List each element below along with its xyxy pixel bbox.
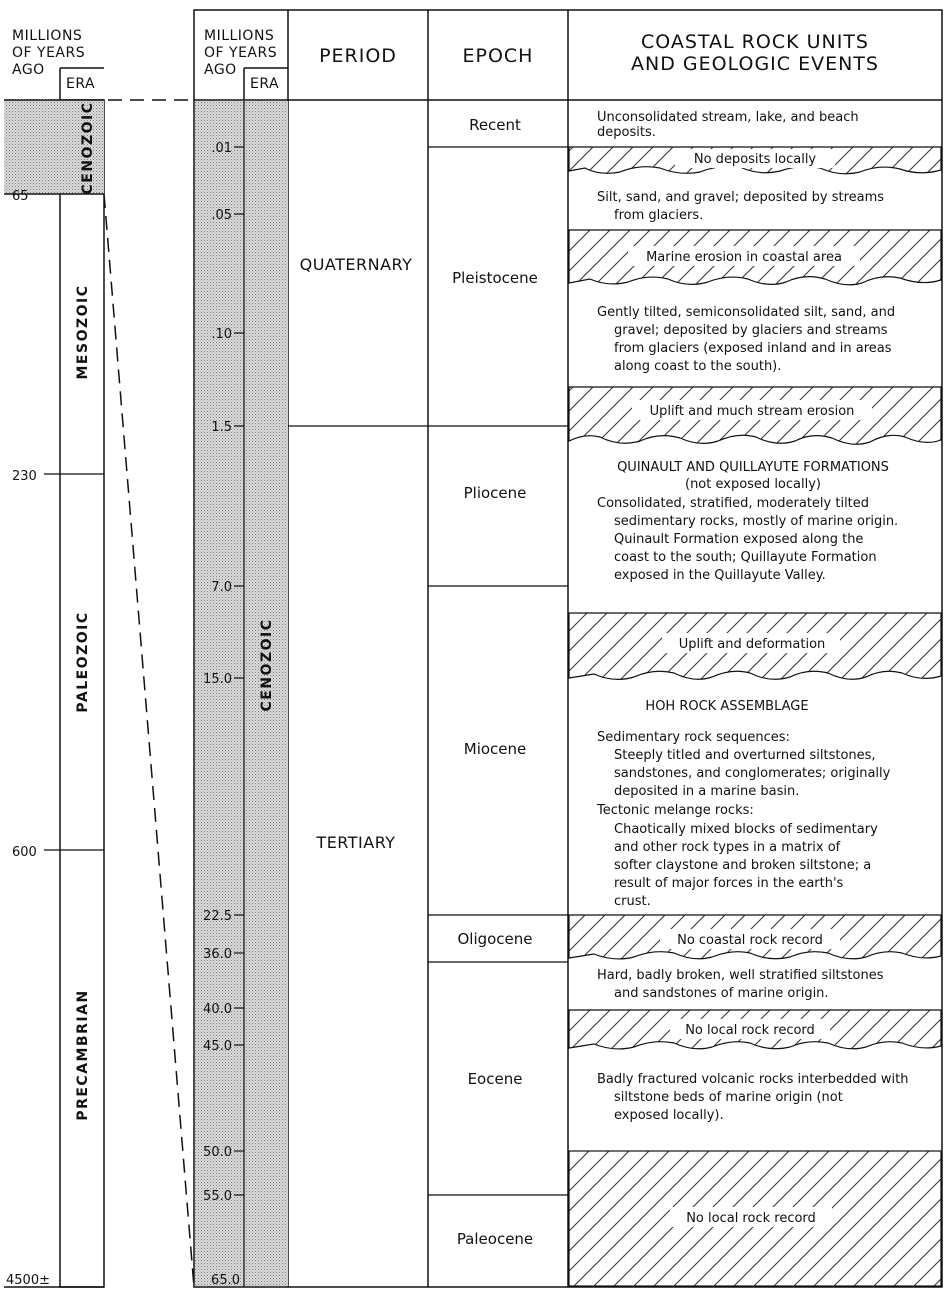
left-tick-4500: 4500± [6,1273,50,1288]
connector-bottom [104,194,194,1287]
unit-tilted-line2: gravel; deposited by glaciers and streams [614,323,888,338]
unit-volcanic-line3: exposed locally). [614,1108,724,1123]
epoch-pliocene: Pliocene [463,484,527,502]
epoch-header: EPOCH [462,45,534,67]
unit-tect-line4: result of major forces in the earth's [614,876,844,891]
tick-15.0: 15.0 [203,672,232,687]
epoch-paleocene: Paleocene [456,1230,534,1248]
tick-50.0: 50.0 [203,1145,232,1160]
period-tertiary: TERTIARY [316,833,396,852]
unit-sed-line3: deposited in a marine basin. [614,784,800,799]
unit-no-local-1: No local rock record [685,1023,815,1038]
unit-quinault-sub: (not exposed locally) [685,477,821,492]
right-header-line2: OF YEARS [204,45,278,61]
left-header-line2: OF YEARS [12,45,86,61]
unit-tect-line1: Chaotically mixed blocks of sedimentary [614,822,878,837]
left-header-line3: AGO [12,62,45,78]
left-header-line1: MILLIONS [12,28,83,44]
right-era-header: ERA [250,76,280,92]
epoch-pleistocene: Pleistocene [452,269,538,287]
left-era-paleozoic: PALEOZOIC [75,611,91,713]
unit-marine-erosion: Marine erosion in coastal area [646,250,842,265]
units-header-line2: AND GEOLOGIC EVENTS [631,53,879,75]
unit-silt-line2: from glaciers. [614,208,704,223]
unit-recent-line2: deposits. [597,125,656,140]
left-tick-600: 600 [12,845,37,860]
epoch-oligocene: Oligocene [457,930,533,948]
tick-36.0: 36.0 [203,947,232,962]
unit-sed-line2: sandstones, and conglomerates; originally [614,766,891,781]
tick-65.0: 65.0 [211,1273,240,1288]
unit-no-local-2: No local rock record [686,1211,816,1226]
unit-uplift-erosion: Uplift and much stream erosion [649,404,855,419]
left-era-mesozoic: MESOZOIC [75,284,91,380]
epoch-recent: Recent [469,116,521,134]
tick-40.0: 40.0 [203,1002,232,1017]
unit-quinault-line2: sedimentary rocks, mostly of marine origin. [614,514,899,529]
tick-1.5: 1.5 [211,420,232,435]
unit-tilted-line4: along coast to the south). [614,359,782,374]
unit-quinault-line5: exposed in the Quillayute Valley. [614,568,826,583]
unit-tect-title: Tectonic melange rocks: [597,803,754,818]
unit-tect-line5: crust. [614,894,651,909]
unit-quinault-line3: Quinault Formation exposed along the [614,532,864,547]
unit-tect-line2: and other rock types in a matrix of [614,840,841,855]
epoch-eocene: Eocene [467,1070,523,1088]
unit-sed-title: Sedimentary rock sequences: [597,730,790,745]
left-panel [4,28,104,1288]
right-panel [194,10,942,1288]
unit-sed-line1: Steeply titled and overturned siltstones, [614,748,876,763]
unit-quinault-line4: coast to the south; Quillayute Formation [614,550,877,565]
tick-55.0: 55.0 [203,1189,232,1204]
unit-hoh-title: HOH ROCK ASSEMBLAGE [645,699,809,714]
right-header-line3: AGO [204,62,237,78]
right-header-line1: MILLIONS [204,28,275,44]
unit-tect-line3: softer claystone and broken siltstone; a [614,858,872,873]
tick-45.0: 45.0 [203,1039,232,1054]
unit-hard-line1: Hard, badly broken, well stratified siltstones [597,968,884,983]
right-era-cenozoic: CENOZOIC [259,618,275,712]
tick-0.05: .05 [211,208,232,223]
unit-tilted-line1: Gently tilted, semiconsolidated silt, sand, and [597,305,896,320]
unit-silt-line1: Silt, sand, and gravel; deposited by streams [597,190,885,205]
left-tick-65: 65 [12,189,29,204]
unit-volcanic-line2: siltstone beds of marine origin (not [614,1090,843,1105]
unit-hard-line2: and sandstones of marine origin. [614,986,829,1001]
period-quaternary: QUATERNARY [299,255,413,274]
units-header-line1: COASTAL ROCK UNITS [640,31,870,53]
tick-22.5: 22.5 [203,909,232,924]
unit-tilted-line3: from glaciers (exposed inland and in areas [614,341,892,356]
unit-volcanic-line1: Badly fractured volcanic rocks interbedded with [597,1072,909,1087]
unit-no-deposits: No deposits locally [693,152,817,167]
epoch-miocene: Miocene [463,740,527,758]
unit-no-coastal: No coastal rock record [677,933,823,948]
tick-7.0: 7.0 [211,580,232,595]
unit-uplift-deformation: Uplift and deformation [678,637,826,652]
tick-0.01: .01 [211,141,232,156]
left-era-header: ERA [66,76,96,92]
tick-0.10: .10 [211,327,232,342]
left-era-cenozoic: CENOZOIC [80,101,96,195]
unit-quinault-title: QUINAULT AND QUILLAYUTE FORMATIONS [617,460,889,475]
left-tick-230: 230 [12,469,37,484]
period-header: PERIOD [319,45,397,67]
unit-recent-line1: Unconsolidated stream, lake, and beach [597,110,859,125]
unit-quinault-line1: Consolidated, stratified, moderately tilted [597,496,870,511]
left-era-precambrian: PRECAMBRIAN [75,989,91,1121]
